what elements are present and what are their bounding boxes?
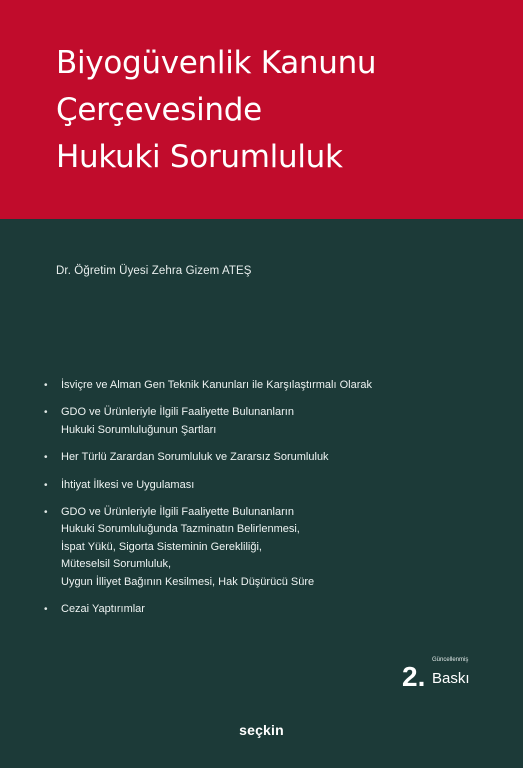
topic-line: Her Türlü Zarardan Sorumluluk ve Zararsız Sorumluluk: [61, 451, 329, 464]
topic-line: GDO ve Ürünleriyle İlgili Faaliyette Bulunanların: [61, 506, 294, 519]
title-line: Çerçevesinde: [56, 92, 262, 128]
bullet-icon: •: [44, 407, 48, 419]
topic-list: [44, 377, 484, 628]
title-line: Biyogüvenlik Kanunu: [56, 45, 377, 81]
topic-item: [44, 477, 484, 494]
topic-item: [44, 504, 484, 591]
edition-word: Baskı: [432, 670, 470, 687]
topic-line: Hukuki Sorumluluğunun Şartları: [61, 423, 217, 436]
edition-badge: [402, 657, 502, 697]
title-line: Hukuki Sorumluluk: [56, 139, 343, 175]
bullet-icon: •: [44, 452, 48, 464]
author-name: Dr. Öğretim Üyesi Zehra Gizem ATEŞ: [56, 265, 252, 277]
bullet-icon: •: [44, 479, 48, 491]
topic-line: GDO ve Ürünleriyle İlgili Faaliyette Bulunanların: [61, 406, 294, 419]
topic-line: İsviçre ve Alman Gen Teknik Kanunları ile Karşılaştırmalı Olarak: [61, 379, 372, 391]
topic-line: İspat Yükü, Sigorta Sisteminin Gerekliliği,: [61, 540, 262, 553]
topic-line: Hukuki Sorumluluğunda Tazminatın Belirlenmesi,: [61, 523, 300, 536]
topic-line: İhtiyat İlkesi ve Uygulaması: [61, 478, 195, 491]
bullet-icon: •: [44, 380, 48, 391]
topic-item: [44, 449, 484, 466]
bullet-icon: •: [44, 507, 48, 519]
topic-item: [44, 601, 484, 618]
title-band: [0, 0, 523, 219]
edition-label: Güncellenmiş: [432, 657, 469, 663]
edition-number: 2.: [402, 661, 426, 692]
publisher-logo: seçkin: [239, 722, 284, 738]
topic-item: [44, 377, 484, 394]
topic-line: Uygun İlliyet Bağının Kesilmesi, Hak Düşürücü Süre: [61, 575, 315, 588]
topic-item: [44, 404, 484, 439]
topic-line: Müteselsil Sorumluluk,: [61, 558, 172, 571]
bullet-icon: •: [44, 604, 48, 616]
topic-line: Cezai Yaptırımlar: [61, 603, 145, 616]
book-title: [56, 40, 496, 181]
